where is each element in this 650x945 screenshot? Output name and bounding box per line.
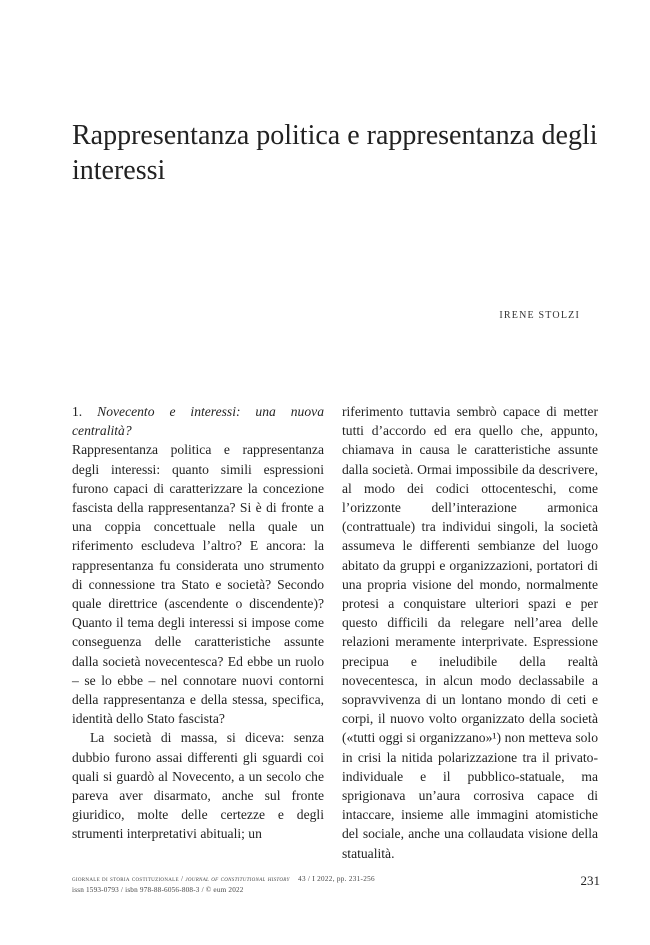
paragraph-2-continued: riferimento tuttavia sembrò capace di metter tutti d’accordo ed era quello che, appunto, chiamava in causa le caratteristiche assunte dalla società. Ormai impossibile da descrivere, al modo dei codici ottocenteschi, come l’orizzonte dell’interazione armonica (contrattuale) tra individui singoli, la società assumeva le differenti sembianze del luogo abitato da gruppi e organizzazioni, portatori di una propria visione del mondo, normalmente protesi a conquistare ulteriori spazi e per questo difficili da relegare nell’area delle relazioni meramente interprivate. Espressione precipua e ineludibile della realtà novecentesca, in alcun modo declassabile a sopravvivenza di un lontano mondo di ceti e corpi, il nuovo volto organizzato della società («tutti oggi si organizzano»¹) non metteva solo in crisi la nitida polarizzazione tra il privato-individuale e il pubblico-statuale, ma sprigionava un’aura corrosiva capace di intaccare, insieme alle immagini atomistiche del sociale, anche una collaudata visione della statualità. [342,404,598,861]
journal-name-it: giornale di storia costituzionale [72,875,179,883]
paragraph-2-text: La società di massa, si diceva: senza dubbio furono assai differenti gli sguardi coi quali si guardò al Novecento, a un secolo che pareva aver disarmato, anche sul fronte giuridico, molte delle certezze e degli strumenti interpretativi abituali; un [72,730,324,842]
text-column-left [72,402,324,844]
footer-identifiers: issn 1593-0793 / isbn 978-88-6056-808-3 / © eum 2022 [72,886,244,894]
section-number: 1. [72,404,83,419]
text-column-right [342,402,598,863]
paragraph-1: Rappresentanza politica e rappresentanza degli interessi: quanto simili espressioni furono capaci di caratterizzare la concezione fascista della rappresentanza? Si è di fronte a una coppia concettuale nella quale un riferimento escludeva l’altro? E ancora: la rappresentanza fu considerata uno strumento di connessione tra Stato e società? Secondo quale direttrice (ascendente o discendente)? Quanto il tema degli interessi si impose come conseguenza delle caratteristiche assunte dalla società novecentesca? Ed ebbe un ruolo – se lo ebbe – nel connotare nuovi contorni della rappresentanza e della stessa, specifica, identità dello Stato fascista? [72,442,324,727]
journal-issue: 43 / I 2022, pp. 231-256 [298,875,375,883]
section-title: Novecento e interessi: una nuova centralità? [72,404,324,439]
journal-separator: / [178,875,186,883]
page-footer [72,874,600,896]
journal-name-en: journal of constitutional history [185,875,290,883]
section-heading [72,402,324,440]
article-title: Rappresentanza politica e rappresentanza degli interessi [72,120,598,186]
author-name: IRENE STOLZI [499,310,580,321]
paragraph-2 [72,728,324,843]
page-number: 231 [580,873,600,888]
footer-journal-line [72,874,600,885]
